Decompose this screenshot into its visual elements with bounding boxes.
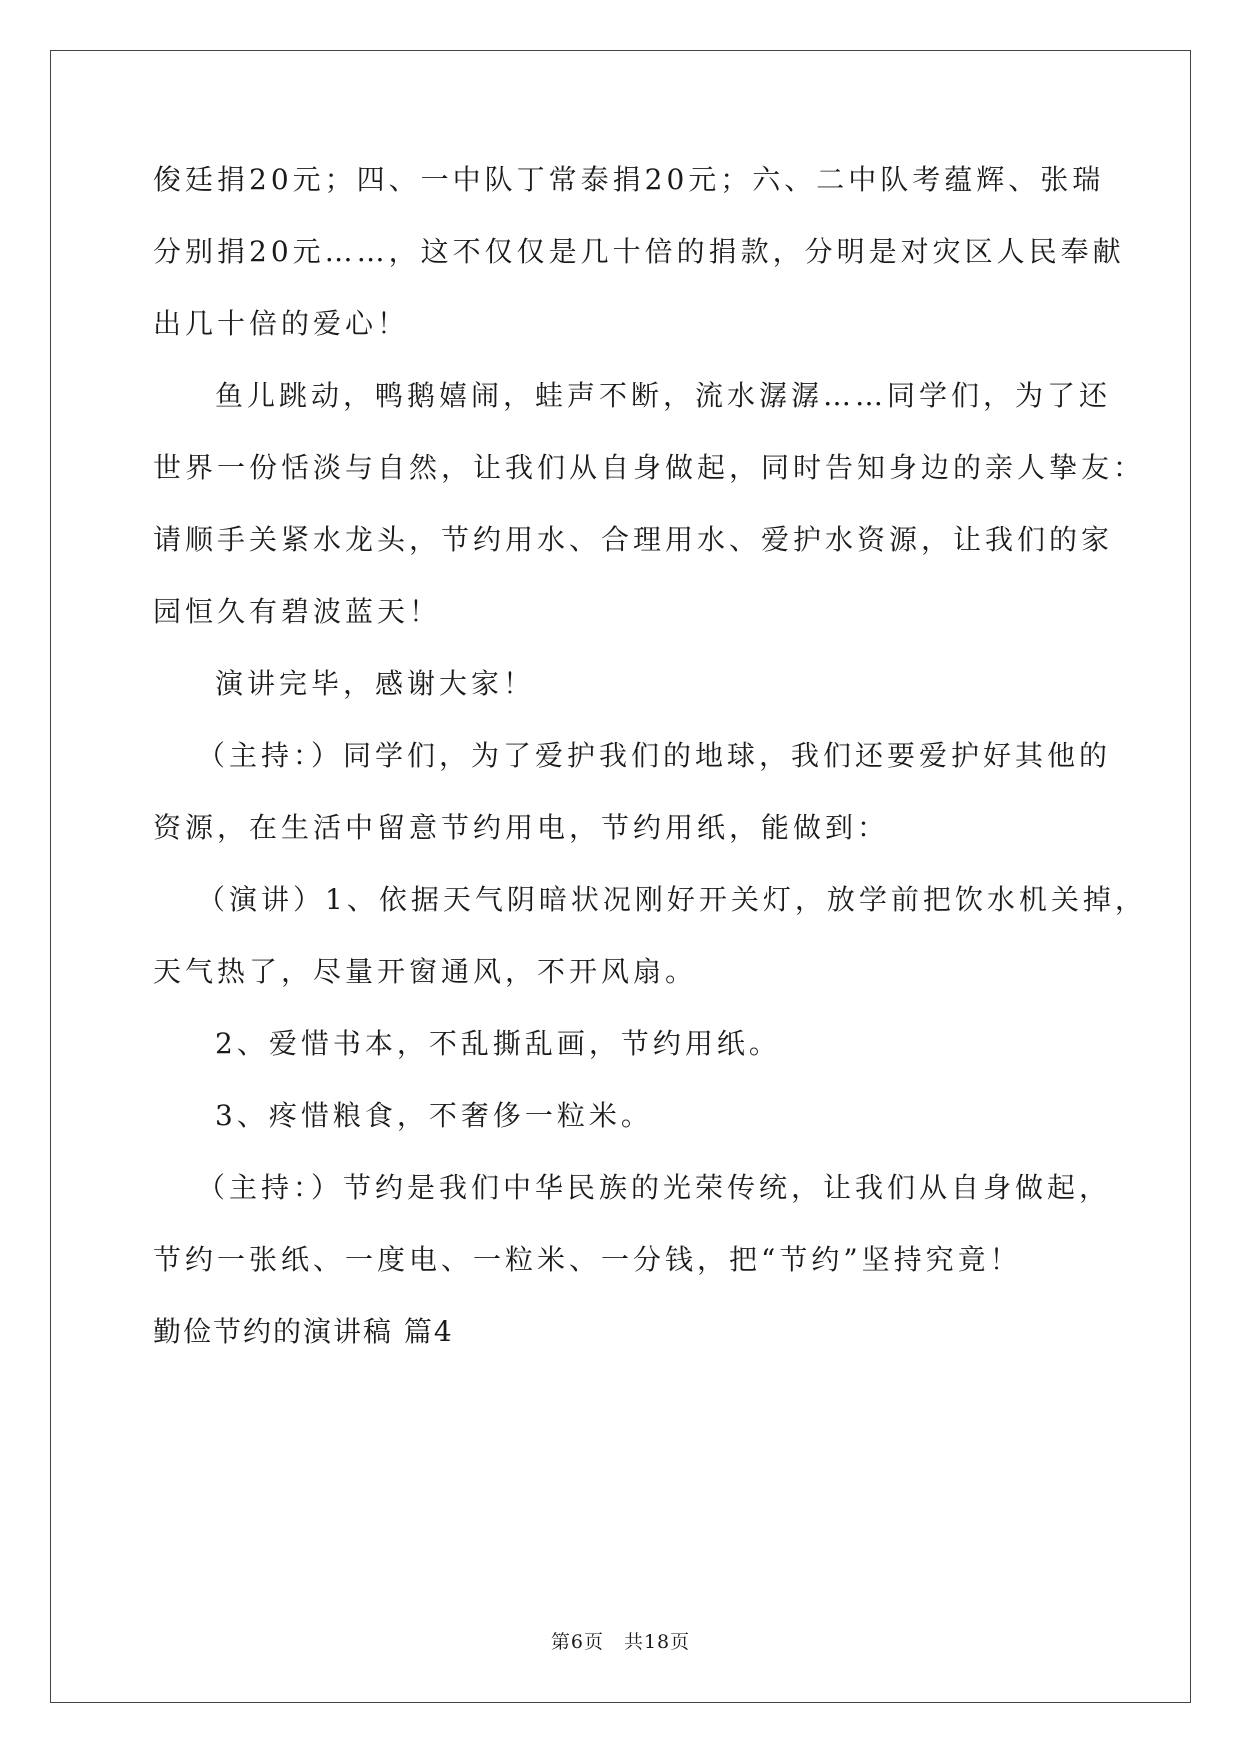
text-line: 2、爱惜书本，不乱撕乱画，节约用纸。 <box>215 1027 781 1060</box>
text-line: 分别捐20元……，这不仅仅是几十倍的捐款，分明是对灾区人民奉献 <box>153 235 1125 268</box>
text-line: 资源，在生活中留意节约用电，节约用纸，能做到： <box>153 811 890 844</box>
page-border <box>50 50 1191 1703</box>
text-line: （演讲）1、依据天气阴暗状况刚好开关灯，放学前把饮水机关掉， <box>197 883 1147 916</box>
text-line: （主持：）节约是我们中华民族的光荣传统，让我们从自身做起， <box>197 1171 1112 1204</box>
section-heading: 勤俭节约的演讲稿 篇4 <box>153 1315 454 1348</box>
text-line: 天气热了，尽量开窗通风，不开风扇。 <box>153 955 698 988</box>
text-line: 出几十倍的爱心！ <box>153 307 410 340</box>
text-line: 鱼儿跳动，鸭鹅嬉闹，蛙声不断，流水潺潺……同学们，为了还 <box>215 379 1112 412</box>
text-line: 世界一份恬淡与自然，让我们从自身做起，同时告知身边的亲人挚友： <box>153 451 1146 484</box>
page-number-footer: 第6页 共18页 <box>550 1631 691 1653</box>
text-line: 节约一张纸、一度电、一粒米、一分钱，把“节约”坚持究竟！ <box>153 1243 1022 1276</box>
text-line: 演讲完毕，感谢大家！ <box>215 667 536 700</box>
text-line: 园恒久有碧波蓝天！ <box>153 595 442 628</box>
text-line: 俊廷捐20元；四、一中队丁常泰捐20元；六、二中队考蕴辉、张瑞 <box>153 163 1105 196</box>
text-line: 3、疼惜粮食，不奢侈一粒米。 <box>215 1099 653 1132</box>
text-line: 请顺手关紧水龙头，节约用水、合理用水、爱护水资源，让我们的家 <box>153 523 1114 556</box>
text-line: （主持：）同学们，为了爱护我们的地球，我们还要爱护好其他的 <box>197 739 1112 772</box>
